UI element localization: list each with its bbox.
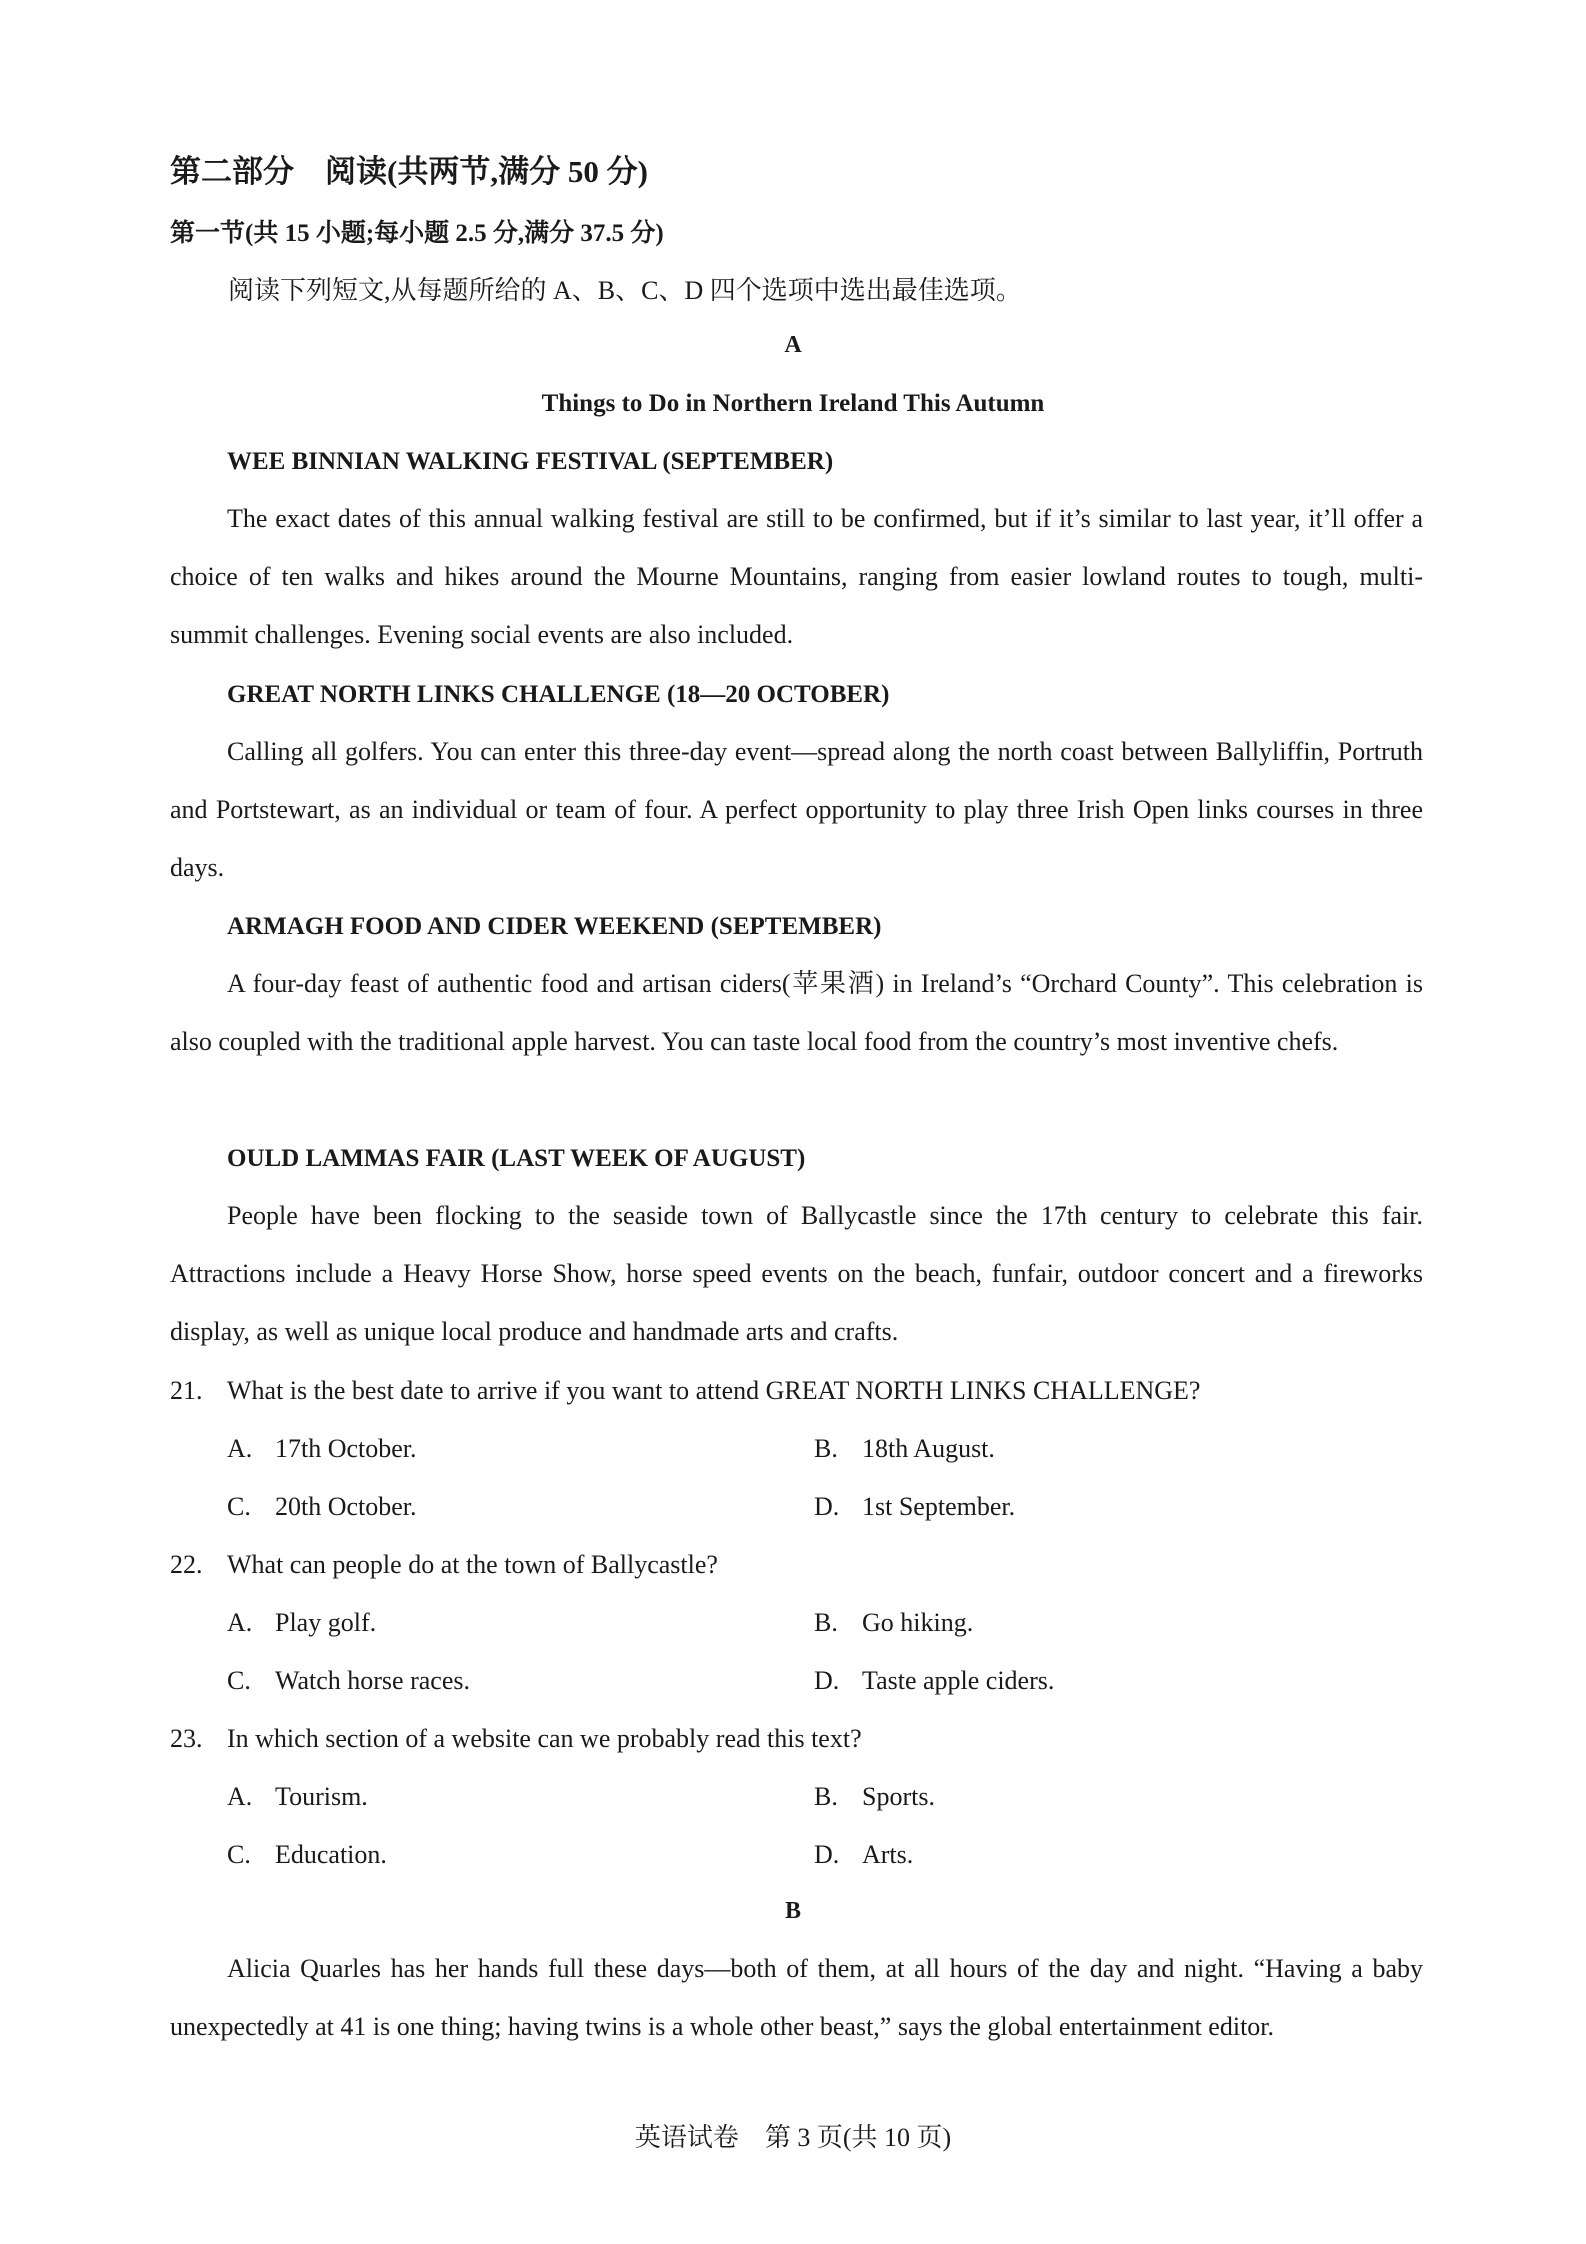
- option-label: D.: [814, 1666, 840, 1695]
- option-label: D.: [814, 1492, 840, 1521]
- question-number: 21.: [170, 1376, 203, 1405]
- option-label: D.: [814, 1840, 840, 1869]
- option-text: Arts.: [862, 1840, 914, 1869]
- question-22: [170, 1550, 718, 1580]
- option-c[interactable]: [227, 1666, 470, 1696]
- option-text: Tourism.: [275, 1782, 368, 1811]
- option-label: B.: [814, 1434, 838, 1463]
- event-heading: OULD LAMMAS FAIR (LAST WEEK OF AUGUST): [227, 1145, 806, 1172]
- event-description: A four-day feast of authentic food and artisan ciders(苹果酒) in Ireland’s “Orchard County”. This celebration is also coupled with the traditional apple harvest. You can taste local food from the country’s most inventive chefs.: [170, 969, 1423, 1056]
- passage-b-letter: B: [784, 1898, 801, 1924]
- option-text: Watch horse races.: [275, 1666, 470, 1695]
- question-text: What is the best date to arrive if you want to attend GREAT NORTH LINKS CHALLENGE?: [227, 1376, 1201, 1405]
- option-label: B.: [814, 1782, 838, 1811]
- passage-a-letter: A: [784, 332, 802, 358]
- event-heading: WEE BINNIAN WALKING FESTIVAL (SEPTEMBER): [227, 448, 834, 475]
- option-text: 18th August.: [862, 1434, 995, 1463]
- option-text: Sports.: [862, 1782, 935, 1811]
- option-label: A.: [227, 1608, 253, 1637]
- question-text: What can people do at the town of Ballycastle?: [227, 1550, 718, 1579]
- option-b[interactable]: [814, 1434, 995, 1464]
- part-heading: 第二部分 阅读(共两节,满分 50 分): [170, 154, 648, 189]
- option-b[interactable]: [814, 1782, 935, 1812]
- event-heading: ARMAGH FOOD AND CIDER WEEKEND (SEPTEMBER): [227, 913, 882, 940]
- option-label: C.: [227, 1492, 251, 1521]
- passage-b-text: Alicia Quarles has her hands full these days—both of them, at all hours of the day and night. “Having a baby unexpectedly at 41 is one thing; having twins is a whole other beast,” says the global entertainment editor.: [170, 1954, 1423, 2041]
- option-text: 1st September.: [862, 1492, 1016, 1521]
- page-footer: 英语试卷 第 3 页(共 10 页): [634, 2123, 952, 2152]
- question-21: [170, 1376, 1200, 1406]
- option-text: Taste apple ciders.: [862, 1666, 1055, 1695]
- event-heading: GREAT NORTH LINKS CHALLENGE (18—20 OCTOBER): [227, 681, 890, 708]
- event-description: People have been flocking to the seaside town of Ballycastle since the 17th century to celebrate this fair. Attractions include a Heavy Horse Show, horse speed events on the beach, funfair, outdoor concert and a fireworks display, as well as unique local produce and handmade arts and crafts.: [170, 1201, 1423, 1346]
- section-heading: 第一节(共 15 小题;每小题 2.5 分,满分 37.5 分): [170, 220, 664, 247]
- option-label: A.: [227, 1782, 253, 1811]
- option-d[interactable]: [814, 1840, 913, 1870]
- question-23: [170, 1724, 862, 1754]
- question-number: 22.: [170, 1550, 203, 1579]
- option-a[interactable]: [227, 1434, 417, 1464]
- option-a[interactable]: [227, 1782, 368, 1812]
- option-d[interactable]: [814, 1666, 1054, 1696]
- instructions: 阅读下列短文,从每题所给的 A、B、C、D 四个选项中选出最佳选项。: [228, 276, 1022, 305]
- option-label: A.: [227, 1434, 253, 1463]
- option-a[interactable]: [227, 1608, 376, 1638]
- option-text: 20th October.: [275, 1492, 417, 1521]
- option-label: B.: [814, 1608, 838, 1637]
- question-number: 23.: [170, 1724, 203, 1753]
- option-text: Education.: [275, 1840, 387, 1869]
- event-description: The exact dates of this annual walking festival are still to be confirmed, but if it’s similar to last year, it’ll offer a choice of ten walks and hikes around the Mourne Mountains, ranging from easier lowland routes to tough, multi-summit challenges. Evening social events are also included.: [170, 504, 1423, 649]
- option-label: C.: [227, 1666, 251, 1695]
- passage-a-title: Things to Do in Northern Ireland This Autumn: [541, 390, 1045, 417]
- event-description: Calling all golfers. You can enter this three-day event—spread along the north coast between Ballyliffin, Portruth and Portstewart, as an individual or team of four. A perfect opportunity to play three Irish Open links courses in three days.: [170, 737, 1423, 882]
- option-d[interactable]: [814, 1492, 1015, 1522]
- option-text: Go hiking.: [862, 1608, 974, 1637]
- option-c[interactable]: [227, 1492, 417, 1522]
- option-text: Play golf.: [275, 1608, 377, 1637]
- option-b[interactable]: [814, 1608, 973, 1638]
- option-c[interactable]: [227, 1840, 387, 1870]
- option-text: 17th October.: [275, 1434, 417, 1463]
- question-text: In which section of a website can we probably read this text?: [227, 1724, 862, 1753]
- option-label: C.: [227, 1840, 251, 1869]
